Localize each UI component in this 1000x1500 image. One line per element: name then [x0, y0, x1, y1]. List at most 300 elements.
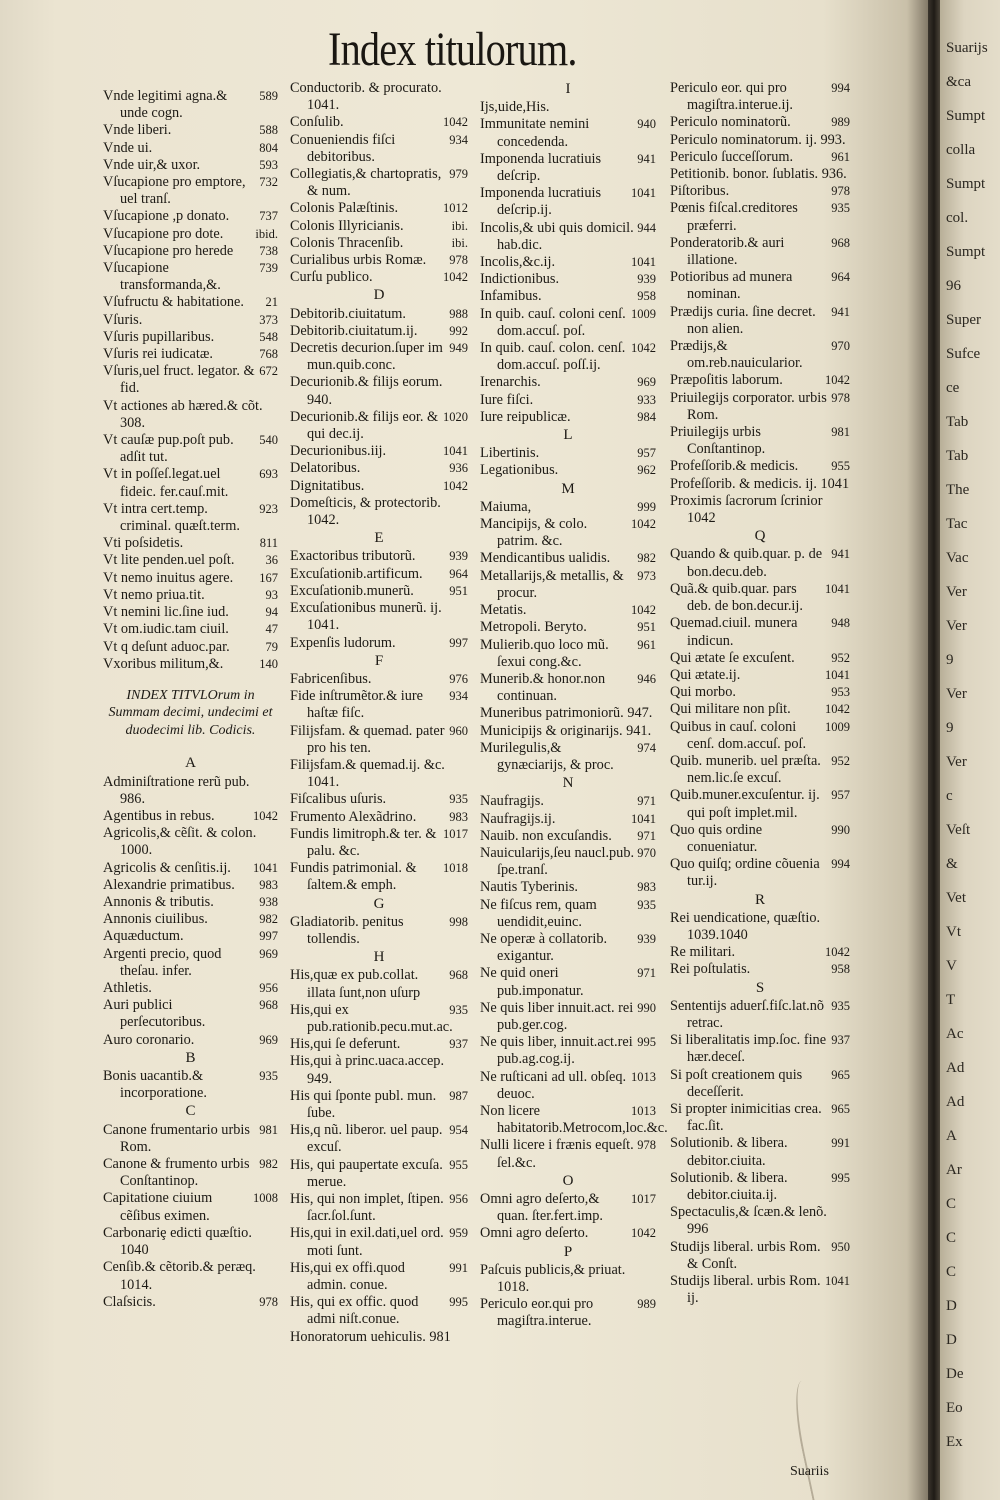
facing-fragment: 9 — [946, 720, 954, 736]
entry-title: Vſuris pupillaribus. — [103, 328, 215, 345]
entry-title: Periculo ſucceſſorum. — [670, 148, 794, 165]
index-entry — [290, 1053, 468, 1087]
entry-title: Incolis,&c.ij. — [480, 254, 556, 271]
entry-title: Murilegulis,& gynæciarijs, & proc. — [480, 739, 614, 773]
entry-title: Fundis patrimonial. & ſaltem.& emph. — [290, 860, 417, 894]
entry-title: Gladiatorib. penitus tollendis. — [290, 913, 404, 947]
entry-title: Vt q deſunt aduoc.par. — [103, 638, 230, 655]
entry-list-p — [480, 1262, 656, 1331]
index-entry — [103, 639, 278, 656]
entry-title: His, qui non implet, ſtipen. ſacr.ſol.ſunt. — [290, 1191, 444, 1225]
index-entry — [103, 587, 278, 604]
entry-title: Quib.muner.excuſentur. ij. qui poſt implet.mil. — [670, 787, 820, 821]
index-entry — [480, 151, 656, 185]
entry-title: Conſulib. — [290, 114, 344, 131]
page-number: 1042 — [825, 945, 850, 960]
page-number: 1042 — [443, 478, 468, 493]
entry-title: Studijs liberal. urbis Rom. ij. — [670, 1273, 821, 1307]
entry-list-d — [290, 306, 468, 530]
index-entry — [480, 619, 656, 636]
index-entry — [480, 637, 656, 671]
entry-title: Quemad.ciuil. munera indicun. — [670, 615, 798, 649]
index-entry — [290, 914, 468, 948]
entry-title: Iure reipublicæ. — [480, 408, 571, 425]
page-number: 941 — [831, 304, 850, 319]
index-entry — [103, 329, 278, 346]
entry-title: Imponenda lucratiuis deſcrip. — [480, 150, 602, 185]
index-entry — [480, 306, 656, 340]
index-entry — [103, 877, 278, 894]
entry-list-g — [290, 914, 468, 948]
facing-fragment: Vet — [946, 890, 966, 906]
entry-title: Fundis limitroph.& ter. & palu. &c. — [290, 825, 437, 859]
entry-title: Agentibus in rebus. — [103, 808, 215, 825]
index-entry — [480, 340, 656, 374]
facing-fragment: &ca — [946, 74, 971, 90]
index-entry — [290, 583, 468, 600]
index-entry — [290, 443, 468, 460]
page-number: 693 — [259, 467, 278, 482]
letter-heading-a: A — [185, 755, 196, 772]
page-number: 951 — [449, 583, 468, 598]
page-number: 93 — [265, 587, 278, 602]
entry-title: Bonis uacantib.& incorporatione. — [103, 1068, 207, 1102]
entry-title: His,qui ex pub.rationib.pecu.mut.ac. — [290, 1001, 453, 1035]
index-entry — [480, 185, 656, 219]
entry-title: Vnde liberi. — [103, 122, 172, 139]
index-entry — [290, 80, 468, 114]
page-number: 994 — [831, 857, 850, 872]
page-number: 992 — [449, 323, 468, 338]
index-entry — [480, 1225, 656, 1242]
entry-title: Nauib. non excuſandis. — [480, 827, 612, 844]
index-entry — [670, 684, 850, 701]
page-number: 944 — [637, 220, 656, 235]
entry-title: Excuſationib.artificum. — [290, 565, 423, 582]
entry-title: Decretis decurion.ſuper im mun.quib.conc. — [290, 340, 443, 374]
entry-title: Vxoribus militum,&. — [103, 655, 224, 672]
index-entry — [290, 218, 468, 235]
letter-heading-l: L — [563, 427, 573, 444]
index-entry — [480, 811, 656, 828]
page-number: 1013 — [631, 1069, 656, 1084]
index-entry — [670, 753, 850, 787]
index-entry — [670, 166, 850, 183]
index-entry — [290, 967, 468, 1001]
entry-title: His,qui in exil.dati,uel ord. moti ſunt. — [290, 1225, 444, 1259]
page-number: 994 — [831, 81, 850, 95]
entry-list-co — [290, 80, 468, 286]
page-number: 167 — [259, 570, 278, 585]
entry-title: Vſucapione pro emptore, uel tranſ. — [103, 174, 246, 208]
page-number: 937 — [831, 1033, 850, 1048]
page-number: 969 — [259, 1032, 278, 1047]
entry-title: Munerib.& honor.non continuan. — [480, 670, 606, 705]
entry-title: Athletis. — [103, 980, 152, 997]
entry-title: Metatis. — [480, 602, 527, 619]
page-number: 939 — [449, 549, 468, 564]
facing-fragment: C — [946, 1230, 957, 1246]
entry-title: Irenarchis. — [480, 374, 541, 391]
entry-list-o — [480, 1191, 656, 1243]
index-entry — [290, 809, 468, 826]
index-entry — [480, 931, 656, 965]
index-entry — [290, 1191, 468, 1225]
index-entry — [670, 493, 850, 527]
entry-title: Ne operæ à collatorib. exigantur. — [480, 930, 608, 965]
entry-title: Filijsfam. & quemad. pater pro his ten. — [290, 722, 445, 756]
entry-title: Metropoli. Beryto. — [480, 619, 587, 636]
entry-title: Colonis Illyricianis. — [290, 217, 404, 234]
index-entry — [103, 1122, 278, 1156]
entry-title: Omni agro deſerto. — [480, 1225, 589, 1242]
facing-fragment: C — [946, 1196, 957, 1212]
entry-title: Si liberalitatis imp.ſoc. fine hær.deceſ. — [670, 1032, 827, 1066]
entry-title: Re militari. — [670, 944, 736, 961]
index-entry — [103, 604, 278, 621]
index-column-2 — [290, 80, 468, 1346]
facing-fragment: Ex — [946, 1434, 963, 1450]
page-number: 971 — [637, 966, 656, 981]
index-column-4 — [670, 80, 850, 1307]
entry-title: Quibus in cauſ. coloni cenſ. dom.accuſ. poſ. — [670, 718, 807, 752]
letter-heading-s: S — [755, 979, 765, 996]
page-number: ibid. — [255, 226, 278, 241]
page-number: 589 — [259, 89, 278, 103]
entry-title: Argenti precio, quod theſau. infer. — [103, 945, 222, 979]
entry-title: Auri publici perſecutoribus. — [103, 997, 206, 1031]
index-entry — [103, 243, 278, 260]
page-number: 952 — [831, 753, 850, 768]
page-number: 941 — [831, 547, 850, 562]
page-number: 1041 — [443, 444, 468, 459]
index-entry — [480, 705, 656, 722]
index-entry — [480, 254, 656, 271]
entry-title: His, qui paupertate excuſa. merue. — [290, 1156, 443, 1190]
facing-fragment: Sumpt — [946, 244, 986, 260]
page-number: 989 — [831, 115, 850, 130]
page-number: 21 — [265, 295, 278, 310]
facing-fragment: ce — [946, 380, 960, 396]
page-number: 939 — [637, 272, 656, 287]
entry-title: Ijs,uide,His. — [480, 99, 550, 116]
entry-title: Mancipijs, & colo. patrim. &c. — [480, 516, 588, 550]
index-entry — [670, 269, 850, 303]
entry-title: Ne fiſcus rem, quam uendidit,euinc. — [480, 896, 597, 930]
page-number: 548 — [259, 329, 278, 344]
index-entry — [670, 856, 850, 890]
entry-list-b — [103, 1068, 278, 1102]
letter-heading-m: M — [561, 480, 575, 497]
index-entry — [480, 723, 656, 740]
entry-title: Exactoribus tributorũ. — [290, 548, 416, 565]
facing-fragment: c — [946, 788, 953, 804]
index-entry — [480, 1102, 668, 1137]
entry-title: Incolis,& ubi quis domicil. hab.dic. — [480, 219, 634, 253]
index-entry — [103, 1156, 278, 1190]
index-entry — [670, 944, 850, 961]
index-entry — [480, 1137, 656, 1171]
page-number: 936 — [449, 461, 468, 476]
page-number: 940 — [637, 117, 656, 132]
entry-title: Mendicantibus ualidis. — [480, 550, 611, 567]
page-title: Index titulorum. — [328, 23, 577, 76]
page-number: 1008 — [253, 1191, 278, 1206]
entry-title: Vſucapione transformanda,&. — [103, 260, 221, 294]
entry-title: Vt actiones ab hæred.& cõt. 308. — [103, 397, 263, 431]
entry-title: Debitorib.ciuitatum. — [290, 305, 406, 322]
page-number: 982 — [259, 1157, 278, 1172]
index-entry — [290, 1002, 468, 1036]
entry-title: Ne quis liber innuit.act. rei pub.ger.cog. — [480, 999, 634, 1033]
facing-fragment: Ad — [946, 1094, 965, 1110]
entry-title: Vſuris,uel fruct. legator. & fid. — [103, 363, 255, 397]
index-entry — [103, 997, 278, 1031]
page-number: 997 — [449, 635, 468, 650]
entry-title: Aquæductum. — [103, 928, 184, 945]
page-number: 738 — [259, 243, 278, 258]
page-number: 978 — [637, 1138, 656, 1153]
index-entry — [480, 1296, 656, 1330]
facing-fragment: De — [946, 1366, 964, 1382]
index-entry — [670, 80, 850, 114]
index-entry — [670, 372, 850, 389]
index-entry — [103, 1225, 278, 1259]
index-entry — [480, 499, 656, 516]
entry-title: His,quæ ex pub.collat. illata ſunt,non uſurp — [290, 967, 421, 1001]
index-entry — [103, 1259, 278, 1293]
letter-heading-h: H — [373, 949, 385, 966]
entry-list-e — [290, 548, 468, 651]
index-entry — [670, 390, 850, 424]
page-number: 971 — [637, 828, 656, 843]
facing-fragment: Eo — [946, 1400, 963, 1416]
entry-title: Agricolis & cenſitis.ij. — [103, 859, 231, 876]
entry-title: Vti poſsidetis. — [103, 535, 184, 552]
page-number: 991 — [831, 1136, 850, 1151]
letter-heading-b: B — [185, 1049, 196, 1066]
page-number: 934 — [449, 132, 468, 147]
entry-title: Qui ætate ſe excuſent. — [670, 649, 795, 666]
index-entry — [103, 928, 278, 945]
entry-title: Periculo eor. qui pro magiſtra.interue.ij. — [670, 80, 793, 114]
page-number: 970 — [637, 845, 656, 860]
page-number: 978 — [831, 390, 850, 405]
index-entry — [480, 740, 656, 774]
entry-title: Vſucapione pro herede — [103, 242, 234, 259]
page-number: 988 — [449, 306, 468, 321]
index-entry — [670, 667, 850, 684]
page-number: 953 — [831, 685, 850, 700]
entry-list-c — [103, 1122, 278, 1311]
index-entry — [103, 860, 278, 877]
page-number: 935 — [831, 201, 850, 216]
index-entry — [670, 424, 850, 458]
page-number: 978 — [449, 253, 468, 268]
entry-title: Vſuris rei iudicatæ. — [103, 346, 213, 363]
entry-title: Priuilegijs corporator. urbis Rom. — [670, 389, 827, 423]
index-entry — [670, 476, 850, 493]
entry-title: Fabricenſibus. — [290, 670, 372, 687]
index-entry — [103, 174, 278, 208]
entry-title: Quando & quib.quar. p. de bon.decu.deb. — [670, 546, 823, 580]
index-entry — [103, 894, 278, 911]
index-entry — [290, 1260, 468, 1294]
facing-fragment: Ver — [946, 686, 967, 702]
entry-title: Vſuris. — [103, 311, 143, 328]
page-number: 1042 — [631, 603, 656, 618]
entry-title: Vnde uir,& uxor. — [103, 156, 201, 173]
index-entry — [103, 621, 278, 638]
index-entry — [103, 1032, 278, 1049]
entry-title: Petitionib. bonor. ſublatis. 936. — [670, 166, 847, 183]
facing-fragment: Ad — [946, 1060, 965, 1076]
page-number: 995 — [831, 1170, 850, 1185]
index-entry — [670, 546, 850, 580]
entry-title: His,qui à princ.uaca.accep. 949. — [290, 1053, 445, 1087]
facing-fragment: Ac — [946, 1026, 964, 1042]
page-number: 1042 — [825, 702, 850, 717]
index-entry — [290, 1122, 468, 1156]
entry-list-s — [670, 998, 850, 1308]
letter-heading-p: P — [563, 1243, 573, 1260]
page-number: 968 — [259, 998, 278, 1013]
index-entry — [290, 495, 468, 529]
index-entry — [290, 723, 468, 757]
entry-title: Vt in poſſeſ.legat.uel fideic. fer.cauſ.mit. — [103, 466, 229, 500]
facing-fragment: D — [946, 1332, 957, 1348]
entry-title: Si poſt creationem quis deceſſerit. — [670, 1066, 803, 1100]
page-number: 951 — [637, 620, 656, 635]
index-entry — [290, 757, 468, 791]
facing-fragment: D — [946, 1298, 957, 1314]
page-number: 982 — [637, 551, 656, 566]
index-entry — [103, 911, 278, 928]
index-entry — [290, 252, 468, 269]
index-entry — [480, 897, 656, 931]
page-number: 1041 — [825, 1274, 850, 1289]
index-entry — [103, 260, 278, 294]
page-number: 971 — [637, 794, 656, 809]
entry-title: Quo quiſq; ordine cõuenia tur.ij. — [670, 856, 820, 890]
entry-title: Decurionib.& filijs eorum. 940. — [290, 374, 443, 408]
index-entry — [290, 340, 468, 374]
index-entry — [290, 860, 468, 894]
index-entry — [480, 671, 656, 705]
facing-fragment: Ver — [946, 754, 967, 770]
facing-fragment: col. — [946, 210, 969, 226]
index-entry — [290, 635, 468, 652]
page-number: 946 — [637, 671, 656, 686]
index-entry — [290, 323, 468, 340]
index-entry — [103, 1190, 278, 1224]
entry-title: Profeſſorib. & medicis. ij. 1041 — [670, 475, 850, 492]
entry-title: Quib. munerib. uel præſta. nem.lic.ſe excuſ. — [670, 752, 821, 787]
page-number: 961 — [637, 637, 656, 652]
page-number: 1041 — [631, 811, 656, 826]
index-entry — [103, 208, 278, 225]
index-column-3 — [480, 80, 668, 1331]
entry-title: Solutionib. & libera. debitor.ciuita.ij. — [670, 1169, 788, 1203]
entry-title: Annonis ciuilibus. — [103, 911, 208, 928]
facing-fragment: V — [946, 958, 957, 974]
entry-title: Auro coronario. — [103, 1031, 195, 1048]
page-number: 1041 — [631, 255, 656, 270]
facing-fragment: Vt — [946, 924, 961, 940]
entry-title: Vt lite penden.uel poſt. — [103, 552, 235, 569]
letter-heading-i: I — [565, 81, 571, 97]
facing-fragment: Tac — [946, 516, 968, 532]
index-entry — [290, 1225, 468, 1259]
entry-list-h — [290, 967, 468, 1345]
entry-title: Solutionib. & libera. debitor.ciuita. — [670, 1135, 788, 1169]
index-entry — [480, 288, 656, 305]
entry-title: Filijsfam.& quemad.ij. &c. 1041. — [290, 756, 445, 791]
entry-title: Collegiatis,& chartopratis, & num. — [290, 166, 442, 200]
index-column-1 — [103, 88, 278, 1311]
page-number: 937 — [449, 1037, 468, 1052]
page-number: 990 — [831, 822, 850, 837]
entry-title: Priuilegijs urbis Conſtantinop. — [670, 424, 766, 458]
entry-title: Infamibus. — [480, 288, 542, 305]
entry-title: Vt nemo inuitus agere. — [103, 569, 234, 586]
entry-list-f — [290, 671, 468, 895]
entry-title: Curſu publico. — [290, 269, 373, 286]
index-entry — [103, 226, 278, 243]
page-number: 956 — [259, 981, 278, 996]
index-entry — [290, 548, 468, 565]
entry-title: Quo quis ordine conueniatur. — [670, 821, 763, 855]
page-number: ibi. — [451, 218, 468, 233]
page-number: 962 — [637, 463, 656, 478]
entry-title: Canone frumentario urbis Rom. — [103, 1121, 250, 1155]
entry-title: Si propter inimicitias crea. fac.ſit. — [670, 1100, 822, 1135]
entry-title: Municipijs & originarijs. 941. — [480, 722, 652, 739]
page-number: 952 — [831, 650, 850, 665]
entry-title: Adminiſtratione rerũ pub. 986. — [103, 773, 250, 807]
page-number: 737 — [259, 209, 278, 224]
entry-list-l — [480, 445, 656, 479]
page-number: 984 — [637, 409, 656, 424]
entry-title: Nulli licere i frænis equeſt. ſel.&c. — [480, 1137, 634, 1171]
index-entry — [103, 946, 278, 980]
index-entry — [103, 88, 278, 122]
facing-fragment: Super — [946, 312, 981, 328]
index-entry — [480, 828, 656, 845]
entry-title: Delatoribus. — [290, 460, 361, 477]
entry-title: Fiſcalibus uſuris. — [290, 791, 387, 808]
entry-title: Profeſſorib.& medicis. — [670, 458, 799, 475]
page-number: 964 — [449, 566, 468, 581]
page-number: 978 — [831, 184, 850, 199]
index-entry — [103, 294, 278, 311]
page-number: 997 — [259, 929, 278, 944]
page-number: 983 — [259, 877, 278, 892]
index-entry — [480, 1069, 656, 1103]
page-number: 949 — [449, 341, 468, 356]
index-entry — [670, 183, 850, 200]
index-entry — [480, 1262, 656, 1296]
page-number: 1042 — [631, 1226, 656, 1241]
facing-fragment: C — [946, 1264, 957, 1280]
facing-fragment: & — [946, 856, 958, 872]
page-number: 373 — [259, 312, 278, 327]
page-number: 94 — [265, 605, 278, 620]
index-entry — [480, 793, 656, 810]
index-entry — [103, 432, 278, 466]
page-number: 968 — [449, 968, 468, 983]
page-number: 140 — [259, 656, 278, 671]
